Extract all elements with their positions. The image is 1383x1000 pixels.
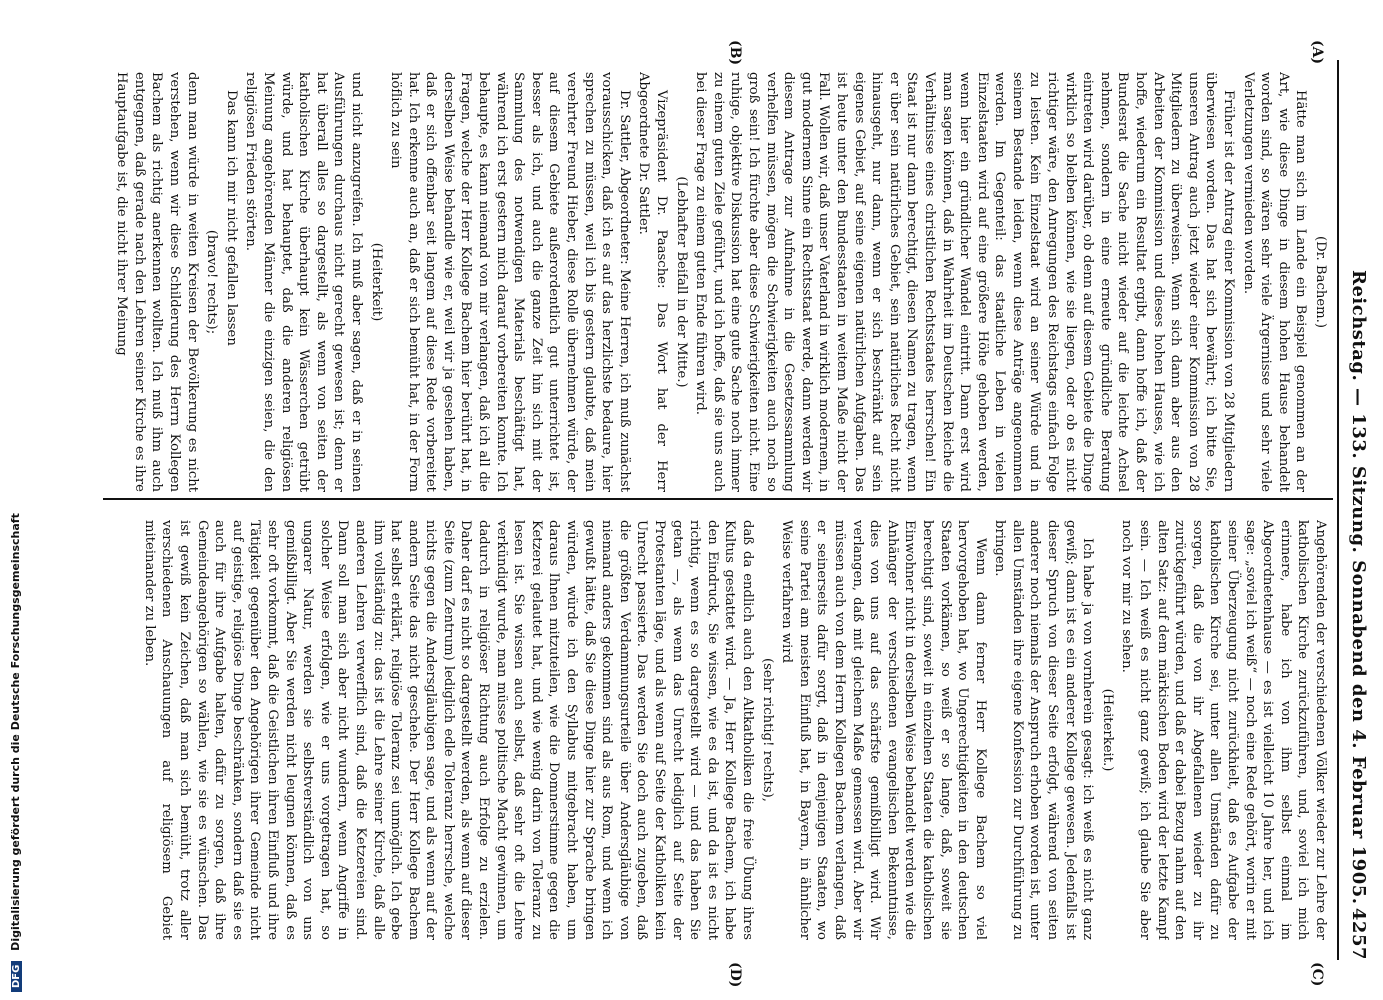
footer bbox=[0, 0, 24, 1000]
header-title: Reichstag. — 133. Sitzung. Sonnabend den 4. Februar 1905. bbox=[1348, 270, 1369, 905]
rotated-page bbox=[63, 0, 1383, 1000]
paragraph: daß da endlich auch den Altkatholiken die freie Übung ihres Kultus gestattet wird. — Ja, Herr Kollege Bachem, ich habe den Eindruck, Sie wissen, wie es da ist, und da ist es nicht richtig, wenn es so dargestellt wird — und das haben Sie getan —, als wenn das Unrecht lediglich auf Seite der Protestanten läge, und als wenn auf Seite der Katholiken kein Unrecht passierte. Das werden Sie doch auch zugeben, daß die größten Verdammungsurteile über Andersgläubige von niemand anders gekommen sind als aus Rom, und wenn ich gewußt hätte, daß Sie diese Dinge hier zur Sprache bringen würden, würde ich den Syllabus mitgebracht haben, um daraus Ihnen mitzuteilen, wie die Domnerstimme gegen die Ketzerei gelautet hat, und wie wenig darin von Toleranz zu lesen ist. Sie wissen auch selbst, daß sehr oft die Lehre verkündigt wurde, man müsse politische Macht gewinnen, um dadurch in religiöser Richtung auch Erfolge zu erzielen. Daher darf es nicht so dargestellt werden, als wenn auf dieser Seite (zum Zentrum) lediglich edle Toleranz herrsche, welche nichts gegen die Andersgläubigen sage, und als wenn auf der andern Seite das nicht geschehe. Der Herr Kollege Bachem hat selbst erklärt, religiöse Toleranz sei unmöglich. Ich gebe ihm vollständig zu: das ist die Lehre seiner Kirche, daß alle anderen Lehren verwerflich sind, daß die Ketzereien sind. Dann soll man sich aber nicht wundern, wenn Angriffe in solcher Weise erfolgen, wie er uns vorgetragen hat, so ungarer Natur, werden sie selbstverständlich von uns gemißbilligt. Aber Sie werden nicht leugnen können, daß es sehr oft vorkommt, daß die Geistlichen ihren Einfluß und ihre Tätigkeit gegenüber den Angehörigen ihrer Gemeinde nicht auf geistige, religiöse Dinge beschränken, sondern daß sie es auch für ihre Aufgabe halten, dafür zu sorgen, daß ihre Gemeindeangehörigen so wählen, wie sie es wünschen. Das ist gewiß kein Zeichen, daß man sich bemüht, trotz aller verschiedenen Anschauungen auf religiösem Gebiet miteinander zu leben. bbox=[141, 520, 755, 940]
paragraph: Hätte man sich im Lande ein Beispiel genommen an der Art, wie diese Dinge in diesem hohen Hause behandelt worden sind, so wären sehr viele Ärgernisse und sehr viele Verletzungen vermieden worden. bbox=[1240, 72, 1309, 492]
dfg-logo: DFG bbox=[11, 961, 22, 992]
paragraph: Ich habe ja von vornherein gesagt: ich weiß es nicht ganz gewiß; dann ist es ein anderer Kollege gewesen. Jedenfalls ist dieser Spruch von dieser Seite erfolgt, während von seiten anderer noch niemals der Anspruch erhoben worden ist, unter allen Umständen ihre eigene Konfession zur Durchführung zu bringen. bbox=[992, 520, 1096, 940]
page-number: 4257 bbox=[1348, 907, 1369, 960]
paragraph: Vizepräsident Dr. Paasche: Das Wort hat der Herr Abgeordnete Dr. Sattler. bbox=[636, 72, 670, 492]
footer-text: Digitalisierung gefördert durch die Deutsche Forschungsgemeinschaft bbox=[9, 513, 22, 951]
margin-mark-b: (B) bbox=[727, 40, 743, 66]
paragraph: (Heiterkeit) bbox=[368, 242, 384, 322]
margin-mark-a: (A) bbox=[1309, 40, 1325, 65]
paragraph: Wenn dann ferner Herr Kollege Bachem so viel hervorgehoben hat, wo Ungerechtigkeiten in den deutschen Staaten vorkämen, so weiß er so lange, daß, soweit sie berechtigt sind, soweit in einzelnen Staaten die katholischen Einwohner nicht in derselben Weise behandelt werden wie die Anhänger der verschiedenen evangelischen Bekenntnisse, dies von uns auf das schärfste gemißbilligt wird. Wir verlangen, daß mit gleichem Maße gemessen wird. Aber wir müssen auch von dem Herrn Kollegen Bachem verlangen, daß er seinerseits dafür sorgt, daß in denjenigen Staaten, wo seine Partei am meisten Einfluß hat, in Bayern, in ähnlicher Weise verfahren wird bbox=[779, 520, 988, 940]
margin-mark-c: (C) bbox=[1309, 962, 1325, 987]
header-rule bbox=[1337, 60, 1339, 960]
paragraph: Angehörenden der verschiedenen Völker wieder zur Lehre der katholischen Kirche zurückzuführen, und, soviel ich mich erinnere, habe ich von ihm selbst einmal im Abgeordnetenhause — es ist vielleicht 10 Jahre her, und ich sage: „soviel ich weiß“ — noch eine Rede gehört, worin er mit seiner Überzeugung nicht zurückhielt, daß es Aufgabe der katholischen Kirche sei, unter allen Umständen dafür zu sorgen, daß die von ihr Abgefallenen wieder zu ihr zurückgeführt würden, und daß er dabei Bezug nahm auf den alten Satz: auf dem märkischen Boden wird der letzte Kampf sein. — Ich weiß es nicht ganz gewiß; ich glaube Sie aber noch vor mir zu sehen. bbox=[1119, 520, 1328, 940]
right-column bbox=[103, 520, 1329, 940]
left-column bbox=[103, 72, 1329, 492]
margin-mark-d: (D) bbox=[727, 962, 743, 988]
page-header bbox=[1341, 60, 1375, 960]
paragraph: (Lebhafter Beifall in der Mitte.) bbox=[673, 176, 689, 388]
paragraph: und nicht anzugreifen. Ich muß aber sagen, daß er in seinen Ausführungen durchaus nicht gerecht gewesen ist; denn er hat überall alles so dargestellt, als wenn von seiten der katholischen Kirche überhaupt kein Wässerchen getrübt würde, und hat behauptet, daß die anderen religiösen Meinung angehörenden Männer die einzigen seien, die den religiösen Frieden störten. bbox=[243, 72, 364, 492]
paragraph: Das kann ich mir nicht gefallen lassen bbox=[223, 90, 239, 346]
paragraph: Dr. Sattler, Abgeordneter: Meine Herren, ich muß zunächst vorausschicken, daß ich es auf das herzlichste bedaure, hier sprechen zu müssen, weil ich bis gestern glaubte, daß mein verehrter Freund Hieber, diese Rolle übernehmen würde, der auf diesem Gebiete außerordentlich gut unterrichtet ist, besser als ich, und auch die ganze Zeit hin sich mit der Sammlung des notwendigen Materials beschäftigt hat, während ich erst gestern mich darauf vorbereiten konnte. Ich behaupte, es kann niemand von mir verlangen, daß ich all die Fragen, welche der Herr Kollege Bachem hier berührt hat, in derselben Weise behandle wie er, weil wir ja gesehen haben, daß er sich offenbar seit langem auf diese Rede vorbereitet hat. Ich erkenne auch an, daß er sich bemüht hat, in der Form höflich zu sein bbox=[388, 72, 632, 492]
paragraph: (bravo! rechts); bbox=[204, 229, 220, 335]
paragraph: (Dr. Bachem.) bbox=[1313, 235, 1328, 329]
column-divider bbox=[103, 498, 1333, 500]
paragraph: denn man würde in weiten Kreisen der Bevölkerung es nicht verstehen, wenn wir diese Schilderung des Herrn Kollegen Bachem als richtig anerkennen wollten. Ich muß ihm auch entgegnen, daß gerade nach den Lehren seiner Kirche es ihre Hauptaufgabe ist, die nicht ihrer Meinung bbox=[114, 72, 200, 492]
paragraph: (Heiterkeit.) bbox=[1099, 688, 1115, 772]
paragraph: Früher ist der Antrag einer Kommission von 28 Mitgliedern überwiesen worden. Das hat sich bewährt; ich bitte Sie, unseren Antrag auch jetzt wieder einer Kommission von 28 Mitgliedern zu überweisen. Wenn sich dann aber aus den Arbeiten der Kommission und dieses hohen Hauses, wie ich hoffe, wiederum ein Resultat ergibt, dann hoffe ich, daß der Bundesrat die Sache nicht wieder auf die leichte Achsel nehmen, sondern in eine erneute gründliche Beratung eintreten wird darüber, ob denn auf diesem Gebiete die Dinge wirklich so bleiben können, wie sie liegen, oder ob es nicht richtiger wäre, den Anregungen des Reichstags einfach Folge zu leisten. Kein Einzelstaat wird an seiner Würde und in seinem Bestande leiden, wenn diese Anträge angenommen werden. Im Gegenteil: das staatliche Leben in vielen Einzelstaaten wird auf eine größere Höhe gehoben werden, wenn hier ein gründlicher Wandel eintritt. Dann erst wird man sagen können, daß in Wahrheit im Deutschen Reiche die Verhältnisse eines christlichen Rechtsstaates herrschen! Ein Staat ist nur dann berechtigt, diesen Namen zu tragen, wenn er über sein natürliches Gebiet, sein natürliches Recht nicht hinausgeht, nur dann, wenn er sich beschränkt auf sein eigenes Gebiet, auf seine eigenen natürlichen Aufgaben. Das ist heute unter den Bundesstaaten in weitem Maße nicht der Fall. Wollen wir, daß unser Vaterland in wirklich modernem, in gut modernem Sinne ein Rechtsstaat werde, dann werden wir diesem Antrage zur Aufnahme in die Gesetzessammlung verhelfen müssen, mögen die Schwierigkeiten auch noch so groß sein! Ich fürchte aber diese Schwierigkeiten nicht. Eine ruhige, objektive Diskussion hat eine gute Sache noch immer zu einem guten Ziele geführt, und ich hoffe, daß sie uns auch bei dieser Frage zu einem guten Ende führen wird. bbox=[693, 72, 1237, 492]
paragraph: (sehr richtig! rechts), bbox=[759, 658, 775, 802]
